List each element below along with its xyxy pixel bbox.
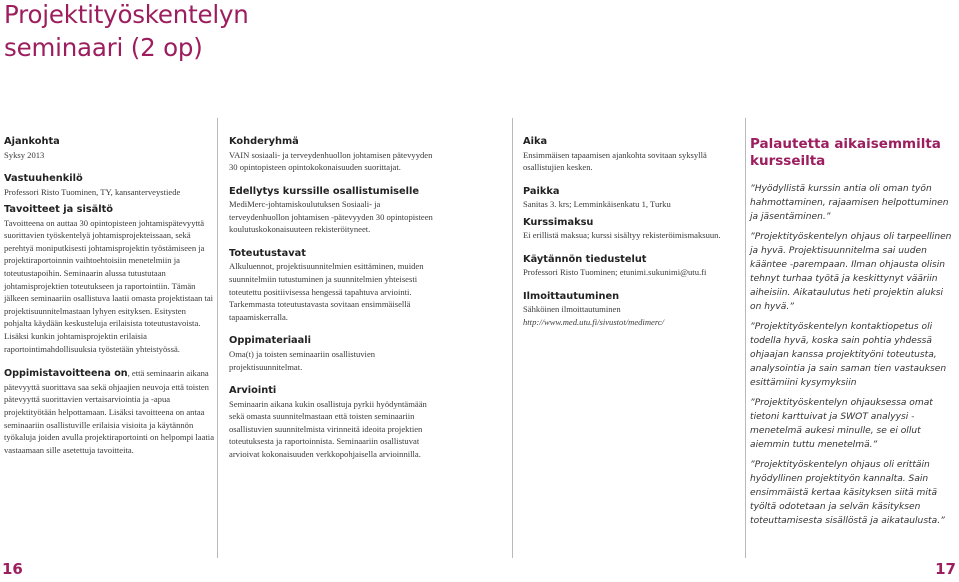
edellytys-text: MediMerc-johtamiskoulutuksen Sosiaali- ja terveydenhuollon johtamisen -pätevyyden 30 opintopisteen koulutuskokonaisuuteen rekisteröityneet. [229,199,433,235]
oppimateriaali-text: Oma(t) ja toisten seminaariin osallistuvien projektisuunnitelmat. [229,348,376,372]
ilmoittautuminen-text: Sähköinen ilmoittautuminen [523,304,621,315]
title-line-2: seminaari (2 op) [4,33,203,62]
tavoitteet-heading: Tavoitteet ja sisältö [4,204,114,216]
toteutustavat-heading: Toteutustavat [229,247,306,259]
tiedustelut-text: Professori Risto Tuominen; etunimi.sukunimi@utu.fi [523,267,707,278]
edellytys-heading: Edellytys kurssille osallistumiselle [229,185,420,197]
oppimistavoite-lead: Oppimistavoitteena on [4,368,128,380]
kohderyhma-heading: Kohderyhmä [229,136,299,147]
page-number-right: 17 [935,560,956,578]
column-divider [217,118,218,558]
vastuuhenkilo-heading: Vastuuhenkilö [4,173,83,185]
feedback-quote: ”Projektityöskentelyn kontaktiopetus oli todella hyvä, koska sain pohtia yhdessä ohjaajan kanssa projektityöni toteutusta, analysointia ja sain saman tien vastauksen esittämiini kysymyksiin [750,322,947,388]
arviointi-text: Seminaarin aikana kukin osallistuja pyrkii hyödyntämään sekä omasta suunnitelmastaan että toisten seminaariin osallistuvien suunnitelmista virinneitä ideoita projektien toteutuksesta ja raportoinnista. Seminaariin osallistuvat arvioivat kokonaisuuden verkkopohjaisella arvioinnilla. [229,398,427,459]
tiedustelut-heading: Käytännön tiedustelut [523,253,647,265]
aika-text: Ensimmäisen tapaamisen ajankohta sovitaan syksyllä osallistujien kesken. [523,149,707,173]
ilmoittautuminen-heading: Ilmoittautuminen [523,290,620,302]
feedback-quote: ”Projektityöskentelyn ohjaus oli tarpeellinen ja hyvä. Projektisuunnitelma sai uuden kääntee -parempaan. Ilman ohjausta olisin tehnyt turhaa työtä ja keskittynyt vääriin aiheisiin. Aikataulutus heti projektin aluksi on hyvä.” [750,232,952,312]
column-participation [229,136,434,461]
page-title [4,0,364,64]
ajankohta-heading: Ajankohta [4,136,60,147]
column-practical [523,136,745,329]
oppimistavoite-paragraph [4,367,215,456]
kurssimaksu-heading: Kurssimaksu [523,216,594,228]
registration-link[interactable]: http://www.med.utu.fi/sivustot/medimerc/ [523,317,665,328]
title-line-1: Projektityöskentelyn [4,0,249,29]
aika-heading: Aika [523,136,548,147]
paikka-heading: Paikka [523,185,560,197]
vastuuhenkilo-text: Professori Risto Tuominen, TY, kansanterveystiede [4,186,181,197]
tavoitteet-text: Tavoitteena on auttaa 30 opintopisteen johtamispätevyyttä suorittavien työskentelyä johtamisprojekteissaan, sekä perehtyä moniputkisesti johtamisprojektin työstämiseen ja projektiraportoinnin vaihtoehtoisiin menetelmiin ja toteutustapoihin. Seminaarin alussa tutustutaan johtamisprojektien toteutukseen ja raportointiin. Tämän jälkeen seminaariin osallistuva laatii omasta projektistaan tai projektisuunnitelmastaan lyhyen esityksen. Esitysten pohjalta käydään keskusteluja erilaisista toteutustavoista. Lisäksi kunkin johtamisprojektin erilaisia raportointimahdollisuuksia työstetään yhteistyössä. [4,217,214,354]
kohderyhma-text: VAIN sosiaali- ja terveydenhuollon johtamisen pätevyyden 30 opintopisteen opintokokonaisuuden suorittajat. [229,149,433,173]
column-feedback [750,136,959,528]
feedback-quote: ”Projektityöskentelyn ohjauksessa omat tietoni karttuivat ja SWOT analyysi -menetelmä aukesi minulle, se ei ollut aiemmin tuttu menetelmä.” [750,398,933,450]
feedback-title: Palautetta aikaisemmilta kursseilta [750,136,941,169]
ajankohta-text: Syksy 2013 [4,149,45,160]
arviointi-heading: Arviointi [229,385,277,397]
page-number-left: 16 [2,560,23,578]
feedback-quote: ”Hyödyllistä kurssin antia oli oman työn hahmottaminen, rajaamisen helpottuminen ja jäsentäminen.” [750,184,949,222]
kurssimaksu-text: Ei erillistä maksua; kurssi sisältyy rekisteröimismaksuun. [523,230,721,241]
feedback-quote: ”Projektityöskentelyn ohjaus oli erittäin hyödyllinen projektityön kannalta. Sain ensimmäistä kertaa käsityksen siitä mitä työltä odotetaan ja selvän käsityksen toteuttamisesta sisällöstä ja aikataulusta.” [750,460,945,526]
toteutustavat-text: Alkuluennot, projektisuunnitelmien esittäminen, muiden suunnitelmiin tutustuminen ja suunnitelmien yhteisesti toteutettu positiivisessa hengessä tapahtuva arviointi. Tarkemmasta toteutustavasta sovitaan ensimmäisellä tapaamiskerralla. [229,261,424,322]
paikka-text: Sanitas 3. krs; Lemminkäisenkatu 1, Turku [523,199,671,210]
column-divider [512,118,513,558]
column-course-info [4,136,215,456]
oppimateriaali-heading: Oppimateriaali [229,335,311,347]
column-divider [745,118,746,558]
oppimistavoite-text: , että seminaarin aikana pätevyyttä suorittava saa sekä ohjaajien neuvoja että toisten pätevyyttä suorittavien vertaisarviointia ja -apua projektityötään helpottamaan. Lisäksi tavoitteena on antaa seminaariin osallistuville erilaisia visioita ja käytännön työkaluja joiden avulla projektiraportointi on helpompi laatia vastaamaan sille asetettuja tavoitteita. [4,368,215,455]
